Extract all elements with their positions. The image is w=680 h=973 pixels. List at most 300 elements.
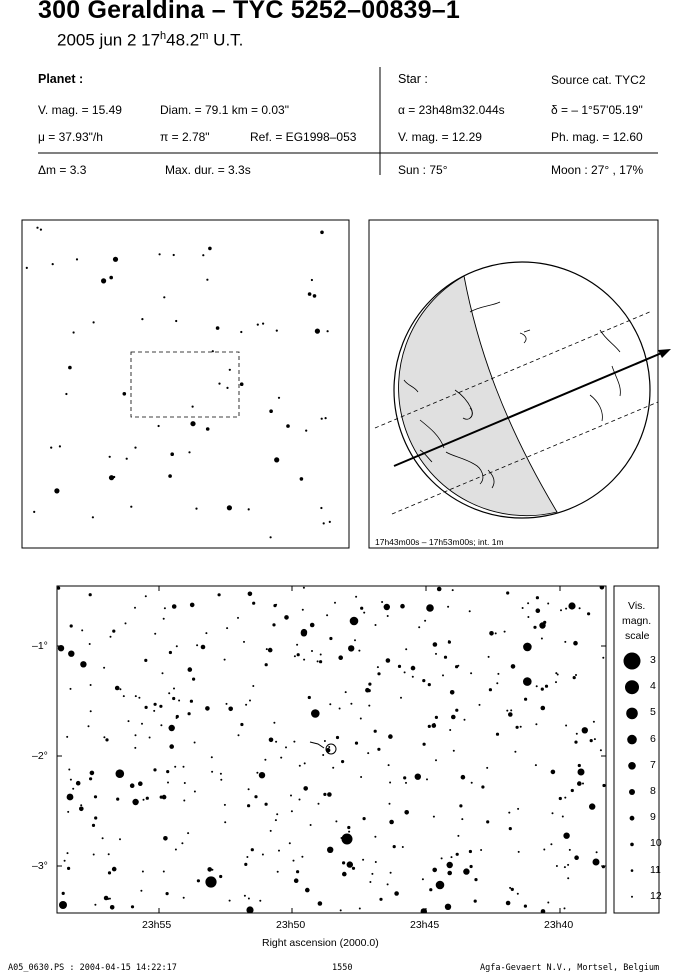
- finder-star: [270, 536, 272, 538]
- finder-star: [113, 257, 118, 262]
- map-star: [594, 738, 596, 740]
- map-star: [365, 688, 370, 693]
- map-star: [134, 747, 136, 749]
- map-star: [278, 850, 280, 852]
- map-star: [480, 849, 482, 851]
- map-star: [489, 688, 492, 691]
- finder-star: [52, 263, 54, 265]
- map-star: [293, 860, 295, 862]
- map-star: [317, 660, 319, 662]
- map-star: [509, 887, 511, 889]
- map-star: [435, 653, 437, 655]
- finder-star: [33, 511, 35, 513]
- map-star: [135, 734, 137, 736]
- map-star: [342, 861, 345, 864]
- sun-elongation: Sun : 75°: [398, 163, 448, 177]
- finder-star: [163, 296, 165, 298]
- map-star: [371, 873, 373, 875]
- map-star: [415, 774, 421, 780]
- map-star: [435, 716, 438, 719]
- map-star: [486, 820, 489, 823]
- map-star: [429, 888, 432, 891]
- star-heading: Star :: [398, 72, 428, 86]
- finder-star: [54, 488, 59, 493]
- map-star: [389, 782, 391, 784]
- map-star: [461, 818, 463, 820]
- map-star: [377, 666, 379, 668]
- map-star: [348, 831, 350, 833]
- map-star: [119, 838, 121, 840]
- ra-tick-1: 23h55: [142, 919, 172, 931]
- dec-tick-1: –1°: [32, 640, 48, 652]
- finder-zoom-box: [131, 352, 239, 417]
- map-star: [181, 842, 183, 844]
- map-star: [560, 609, 562, 611]
- map-star: [251, 848, 254, 851]
- map-star: [360, 776, 362, 778]
- map-star: [412, 676, 414, 678]
- planet-vmag: V. mag. = 15.49: [38, 103, 122, 117]
- map-star: [489, 631, 494, 636]
- map-star: [539, 622, 545, 628]
- map-star: [543, 849, 545, 851]
- planet-motion: μ = 37.93"/h: [38, 130, 103, 144]
- star-source-catalog: Source cat. TYC2: [551, 73, 646, 87]
- map-star: [369, 881, 371, 883]
- map-star: [536, 596, 539, 599]
- finder-star: [257, 324, 259, 326]
- finder-star: [141, 318, 143, 320]
- map-star: [334, 602, 336, 604]
- map-star: [375, 861, 377, 863]
- map-star: [447, 606, 449, 608]
- map-star: [563, 833, 569, 839]
- map-star: [205, 632, 207, 634]
- map-star: [144, 659, 147, 662]
- map-star: [520, 726, 522, 728]
- map-star: [327, 792, 332, 797]
- dec-tick-2: –2°: [32, 750, 48, 762]
- map-star: [596, 851, 598, 853]
- map-star: [305, 888, 310, 893]
- scale-dot-mag-6: [627, 735, 637, 745]
- map-star: [92, 824, 95, 827]
- map-star: [587, 612, 590, 615]
- finder-star: [227, 505, 232, 510]
- map-star: [345, 691, 347, 693]
- map-star: [545, 685, 548, 688]
- map-star: [437, 587, 442, 592]
- map-star: [433, 642, 438, 647]
- planet-diameter: Diam. = 79.1 km = 0.03": [160, 103, 289, 117]
- map-star: [169, 651, 172, 654]
- map-star: [576, 733, 578, 735]
- map-star: [110, 636, 112, 638]
- map-star: [453, 750, 455, 752]
- map-star: [169, 725, 175, 731]
- map-star: [533, 626, 536, 629]
- map-star: [159, 705, 162, 708]
- bright-map-star: [342, 834, 353, 845]
- map-star: [390, 872, 392, 874]
- map-star: [94, 816, 97, 819]
- map-star: [224, 804, 226, 806]
- scale-label-mag-4: 4: [650, 680, 656, 693]
- map-star: [211, 771, 213, 773]
- map-star: [249, 700, 251, 702]
- finder-star: [59, 445, 61, 447]
- map-star: [451, 715, 456, 720]
- map-star: [514, 751, 516, 753]
- scale-label-mag-7: 7: [650, 758, 656, 771]
- scale-dot-mag-10: [630, 843, 634, 847]
- map-star: [428, 683, 431, 686]
- map-star: [226, 627, 228, 629]
- map-star: [70, 688, 72, 690]
- map-star: [448, 640, 450, 642]
- map-star: [527, 602, 529, 604]
- map-star: [311, 650, 313, 652]
- max-duration: Max. dur. = 3.3s: [165, 163, 251, 177]
- map-star: [590, 739, 593, 742]
- map-star: [536, 608, 541, 613]
- map-star: [411, 666, 416, 671]
- finder-star: [101, 278, 106, 283]
- map-star: [339, 708, 341, 710]
- map-star: [178, 700, 180, 702]
- map-star: [582, 727, 588, 733]
- map-star: [359, 908, 361, 910]
- map-star: [352, 867, 355, 870]
- scale-dot-mag-4: [625, 680, 639, 694]
- x-axis-label: Right ascension (2000.0): [262, 937, 379, 949]
- map-star: [90, 684, 92, 686]
- map-star: [123, 695, 125, 697]
- footer-file-info: A05_0630.PS : 2004-04-15 14:22:17: [8, 963, 177, 973]
- map-star: [105, 738, 108, 741]
- map-star: [303, 786, 308, 791]
- map-star: [149, 737, 151, 739]
- map-star: [207, 867, 212, 872]
- map-star: [452, 589, 454, 591]
- event-date: 2005 jun 2 17: [57, 30, 161, 50]
- map-star: [254, 795, 257, 798]
- map-star: [575, 674, 577, 676]
- finder-star: [308, 292, 312, 296]
- bright-map-star: [350, 617, 359, 626]
- map-star: [166, 770, 169, 773]
- map-star: [270, 830, 272, 832]
- map-star: [347, 861, 353, 867]
- map-star: [142, 871, 144, 873]
- map-star: [160, 724, 162, 726]
- finder-star: [202, 254, 204, 256]
- scale-dot-mag-12: [631, 896, 633, 898]
- map-star: [404, 671, 406, 673]
- map-star: [226, 703, 228, 705]
- map-star: [389, 820, 394, 825]
- map-star: [555, 672, 557, 674]
- finder-chart-frame: [22, 220, 349, 548]
- map-star: [424, 620, 426, 622]
- map-star: [393, 845, 396, 848]
- map-star: [455, 665, 458, 668]
- map-star: [469, 610, 471, 612]
- star-map-ticks: [57, 586, 606, 913]
- finder-star: [50, 447, 52, 449]
- map-star: [90, 710, 92, 712]
- scale-label-mag-6: 6: [650, 732, 656, 745]
- map-star: [602, 657, 604, 659]
- scale-title-line3: scale: [625, 630, 650, 642]
- map-star: [496, 733, 499, 736]
- finder-star: [113, 476, 115, 478]
- map-star: [244, 863, 247, 866]
- star-right-ascension: α = 23h48m32.044s: [398, 103, 505, 117]
- map-star: [404, 810, 409, 815]
- map-star: [451, 856, 453, 858]
- scale-title-line2: magn.: [622, 615, 652, 627]
- map-star: [447, 862, 453, 868]
- map-star: [293, 741, 295, 743]
- map-star: [567, 864, 569, 866]
- event-minutes: 48.2: [166, 30, 200, 50]
- map-star: [433, 816, 435, 818]
- map-star: [277, 871, 279, 873]
- map-star: [224, 821, 226, 823]
- map-star: [589, 803, 595, 809]
- map-star: [237, 617, 239, 619]
- map-star: [541, 706, 546, 711]
- map-star: [311, 709, 320, 718]
- bright-map-star: [568, 602, 575, 609]
- track-arrowhead: [658, 349, 671, 358]
- map-star: [464, 719, 466, 721]
- map-star: [362, 859, 364, 861]
- map-star: [163, 836, 168, 841]
- map-star: [363, 817, 366, 820]
- map-star: [211, 756, 213, 758]
- map-star: [375, 624, 377, 626]
- map-star: [76, 781, 81, 786]
- finder-star: [93, 321, 95, 323]
- map-star: [93, 854, 95, 856]
- finder-star: [173, 254, 175, 256]
- minute-superscript: m: [199, 30, 209, 42]
- planet-heading: Planet :: [38, 72, 84, 86]
- scale-dot-mag-7: [628, 762, 636, 770]
- map-star: [285, 746, 287, 748]
- bright-map-star: [593, 859, 600, 866]
- finder-star: [208, 247, 212, 251]
- map-star: [445, 904, 451, 910]
- map-star: [248, 592, 253, 597]
- map-star: [112, 867, 117, 872]
- map-star: [220, 779, 222, 781]
- map-star: [377, 672, 380, 675]
- map-star: [328, 746, 330, 748]
- map-star: [146, 797, 149, 800]
- map-star: [488, 656, 490, 658]
- map-star: [238, 734, 240, 736]
- map-star: [294, 878, 299, 883]
- map-star: [456, 853, 459, 856]
- map-star: [388, 764, 390, 766]
- map-star: [423, 743, 426, 746]
- map-star: [318, 901, 323, 906]
- map-star: [172, 604, 177, 609]
- finder-star: [329, 521, 331, 523]
- bright-map-star: [67, 794, 74, 801]
- map-star: [245, 704, 247, 706]
- map-star: [326, 614, 328, 616]
- map-star: [265, 803, 268, 806]
- map-star: [574, 855, 579, 860]
- map-star: [358, 650, 360, 652]
- map-star: [402, 846, 404, 848]
- map-star: [169, 744, 174, 749]
- finder-star: [286, 424, 290, 428]
- map-star: [116, 769, 125, 778]
- map-star: [387, 883, 389, 885]
- map-star: [183, 800, 185, 802]
- map-star: [183, 897, 185, 899]
- dec-tick-3: –3°: [32, 860, 48, 872]
- map-star: [248, 788, 250, 790]
- map-star: [450, 690, 455, 695]
- map-star: [301, 629, 307, 635]
- map-star: [381, 601, 383, 603]
- map-star: [360, 718, 362, 720]
- scale-dot-mag-8: [629, 789, 635, 795]
- map-star: [284, 615, 289, 620]
- map-star: [90, 771, 95, 776]
- map-star: [517, 893, 519, 895]
- map-star: [508, 812, 510, 814]
- star-vmag: V. mag. = 12.29: [398, 130, 482, 144]
- finder-star: [313, 294, 317, 298]
- map-star: [422, 679, 425, 682]
- map-star: [564, 907, 566, 909]
- map-star: [517, 808, 519, 810]
- map-star: [579, 607, 581, 609]
- finder-star: [323, 522, 325, 524]
- map-star: [510, 709, 512, 711]
- finder-star: [92, 516, 94, 518]
- finder-star: [305, 430, 307, 432]
- map-star: [154, 633, 156, 635]
- map-star: [107, 898, 109, 900]
- map-star: [266, 648, 268, 650]
- map-star: [138, 697, 140, 699]
- map-star: [103, 667, 105, 669]
- map-star: [143, 799, 145, 801]
- map-star: [474, 878, 477, 881]
- map-star: [68, 769, 70, 771]
- map-star: [470, 672, 472, 674]
- map-star: [168, 692, 170, 694]
- map-star: [154, 703, 157, 706]
- map-star: [336, 736, 339, 739]
- bright-map-star: [205, 876, 216, 887]
- finder-star: [76, 258, 78, 260]
- map-star: [341, 760, 344, 763]
- finder-star: [36, 227, 38, 229]
- finder-star: [269, 409, 273, 413]
- map-star: [219, 875, 222, 878]
- ra-tick-2: 23h50: [276, 919, 306, 931]
- event-timescale: U.T.: [208, 30, 244, 50]
- star-phmag: Ph. mag. = 12.60: [551, 130, 643, 144]
- bright-map-star: [436, 881, 445, 890]
- map-star: [479, 704, 481, 706]
- map-star: [88, 725, 90, 727]
- finder-star: [278, 397, 280, 399]
- map-star: [153, 768, 156, 771]
- scale-label-mag-10: 10: [650, 837, 662, 850]
- finder-star: [218, 383, 220, 385]
- map-star: [256, 772, 258, 774]
- map-star: [547, 603, 549, 605]
- map-star: [294, 655, 296, 657]
- map-star: [518, 851, 520, 853]
- finder-star: [248, 508, 250, 510]
- map-star: [461, 775, 466, 780]
- map-star: [141, 723, 143, 725]
- map-star: [190, 603, 195, 608]
- finder-star: [134, 447, 136, 449]
- map-star: [275, 819, 277, 821]
- bright-map-star: [426, 604, 434, 612]
- map-star: [130, 783, 135, 788]
- map-star: [162, 795, 167, 800]
- map-star: [324, 740, 326, 742]
- map-star: [80, 804, 82, 806]
- map-star: [400, 604, 405, 609]
- map-star: [495, 632, 497, 634]
- map-star: [394, 891, 399, 896]
- map-star: [348, 645, 354, 651]
- scale-dot-mag-11: [631, 869, 634, 872]
- map-star: [304, 762, 306, 764]
- map-star: [469, 850, 472, 853]
- map-star: [524, 698, 527, 701]
- map-star: [350, 703, 352, 705]
- map-star: [301, 856, 303, 858]
- map-star: [299, 765, 301, 767]
- map-star: [190, 700, 193, 703]
- map-star: [110, 905, 115, 910]
- finder-star: [212, 350, 214, 352]
- map-star: [593, 721, 595, 723]
- finder-star: [216, 326, 220, 330]
- map-star: [303, 587, 305, 589]
- map-star: [536, 685, 538, 687]
- map-star: [167, 782, 169, 784]
- map-star: [310, 623, 315, 628]
- scale-dot-mag-3: [624, 653, 641, 670]
- map-star: [535, 764, 537, 766]
- map-star: [535, 723, 537, 725]
- map-star: [449, 729, 451, 731]
- map-star: [299, 799, 301, 801]
- finder-star: [73, 331, 75, 333]
- map-star: [108, 871, 111, 874]
- map-star: [269, 738, 274, 743]
- map-star: [547, 902, 549, 904]
- map-star: [422, 878, 424, 880]
- map-star: [318, 803, 320, 805]
